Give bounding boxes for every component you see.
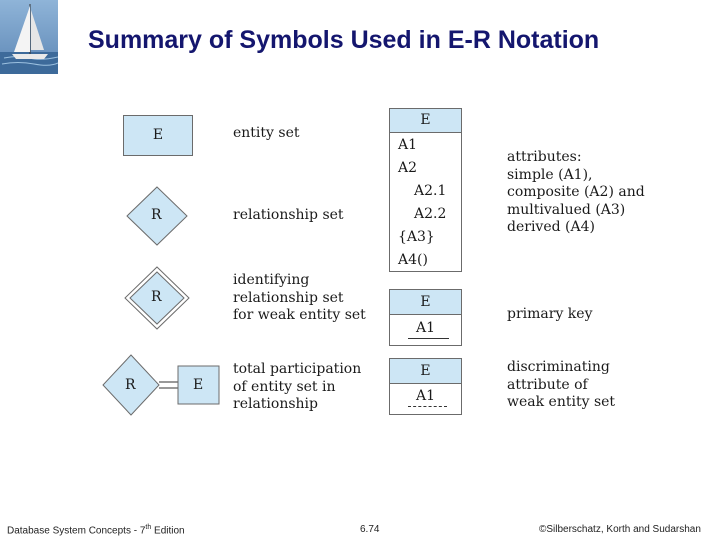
attribute-a2-2: A2.2 (414, 206, 447, 222)
discriminator-description: discriminating attribute of weak entity set (507, 359, 616, 410)
entity-set-description: entity set (233, 125, 300, 141)
attribute-a2: A2 (398, 160, 418, 176)
attributes-table-header: E (390, 109, 461, 133)
discriminator-attribute: A1 (415, 388, 436, 404)
primary-key-table (389, 289, 462, 346)
relationship-set-label: R (151, 207, 162, 223)
footer-book-prefix: Database System Concepts - 7 (7, 525, 146, 537)
primary-key-description: primary key (507, 306, 593, 322)
footer-book-title (7, 524, 185, 536)
attribute-a4: A4() (398, 252, 428, 268)
primary-key-underline (408, 338, 449, 339)
discriminator-table-header: E (390, 359, 461, 384)
entity-set-symbol (123, 115, 193, 156)
attributes-table (389, 108, 462, 272)
total-participation-r-label: R (125, 377, 136, 393)
attribute-a3: {A3} (398, 229, 435, 245)
footer-book-suffix: Edition (151, 525, 185, 537)
discriminator-table (389, 358, 462, 415)
footer-copyright: ©Silberschatz, Korth and Sudarshan (539, 524, 701, 535)
primary-key-table-header: E (390, 290, 461, 315)
footer-page-number: 6.74 (360, 524, 380, 535)
attribute-a2-1: A2.1 (414, 183, 447, 199)
total-participation-description: total participation of entity set in relationship (233, 361, 362, 412)
relationship-set-description: relationship set (233, 207, 344, 223)
attributes-description: attributes: simple (A1), composite (A2) and multivalued (A3) derived (A4) (507, 149, 645, 235)
entity-set-label: E (152, 127, 164, 143)
page-title: Summary of Symbols Used in E-R Notation (88, 26, 600, 54)
total-participation-e-label: E (193, 377, 204, 393)
discriminator-dashed-underline (408, 406, 447, 407)
attribute-a1: A1 (398, 137, 418, 153)
primary-key-attribute: A1 (415, 320, 436, 336)
identifying-relationship-label: R (151, 289, 162, 305)
sailboat-icon (0, 0, 58, 74)
identifying-relationship-description: identifying relationship set for weak entity set (233, 272, 366, 323)
footer-book-sup: th (145, 524, 152, 531)
